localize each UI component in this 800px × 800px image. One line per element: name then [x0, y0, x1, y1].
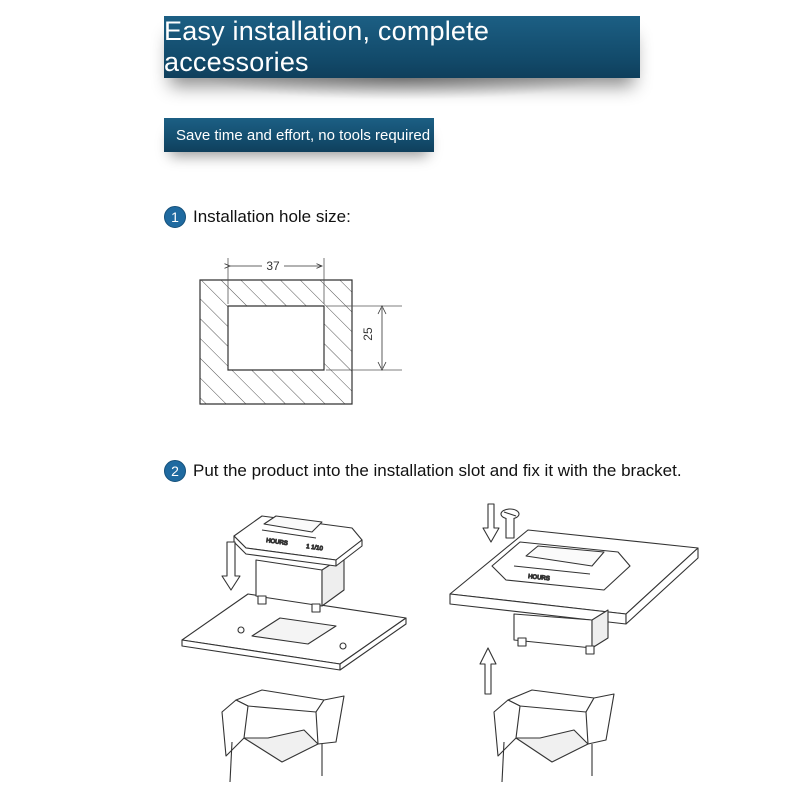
step-2-text: Put the product into the installation slot and fix it with the bracket. [193, 461, 682, 480]
step-2-number-badge: 2 [164, 460, 186, 482]
meter-hours-label-2: HOURS [527, 574, 550, 583]
page-title: Easy installation, complete accessories [164, 16, 490, 77]
install-step-insert-illustration [182, 516, 406, 782]
step-1-text: Installation hole size: [193, 207, 351, 226]
page-subtitle: Save time and effort, no tools required [176, 126, 431, 144]
meter-hours-label: HOURS [265, 538, 289, 547]
hole-size-drawing [200, 258, 402, 404]
width-dimension-label: 37 [266, 259, 280, 273]
height-dimension-label: 25 [361, 327, 375, 341]
meter-scale-label: 1 1/10 [305, 544, 324, 553]
step-1-number-badge: 1 [164, 206, 186, 228]
install-step-bracket-illustration [450, 504, 698, 782]
